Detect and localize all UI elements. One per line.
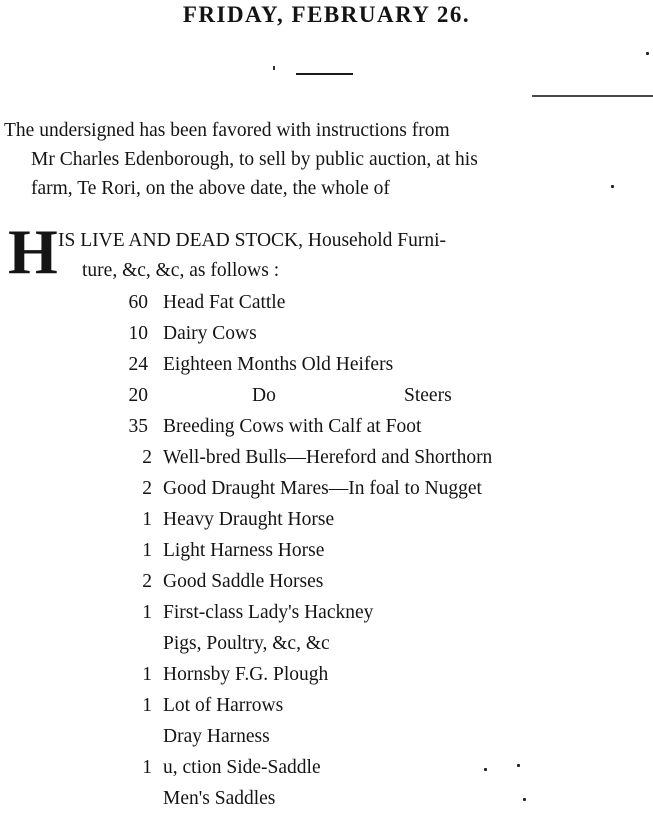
print-speck: [484, 768, 487, 771]
item-quantity: 60: [128, 292, 148, 313]
item-quantity: 1: [142, 757, 152, 778]
intro-line: farm, Te Rori, on the above date, the whole of: [31, 178, 390, 199]
intro-line: Mr Charles Edenborough, to sell by public auction, at his: [31, 149, 478, 170]
item-quantity: 24: [128, 354, 148, 375]
item-quantity: 35: [128, 416, 148, 437]
intro-paragraph: [0, 116, 653, 203]
item-description: Men's Saddles: [163, 788, 276, 809]
item-quantity: 2: [142, 478, 152, 499]
item-description: Breeding Cows with Calf at Foot: [163, 416, 422, 437]
right-rule-divider: [532, 95, 653, 97]
item-description: Hornsby F.G. Plough: [163, 664, 329, 685]
item-description: First-class Lady's Hackney: [163, 602, 374, 623]
center-rule-divider: [296, 73, 353, 75]
drop-cap-letter: H: [8, 216, 58, 287]
item-description: Dairy Cows: [163, 323, 257, 344]
item-description: Well-bred Bulls—Hereford and Shorthorn: [163, 447, 493, 468]
item-description: Pigs, Poultry, &c, &c: [163, 633, 330, 654]
lead-line: ture, &c, &c, as follows :: [82, 260, 280, 281]
item-description: Steers: [404, 385, 452, 406]
item-description: Good Draught Mares—In foal to Nugget: [163, 478, 482, 499]
item-description: Dray Harness: [163, 726, 270, 747]
item-description: Lot of Harrows: [163, 695, 284, 716]
sale-date-heading: FRIDAY, FEBRUARY 26.: [182, 2, 471, 27]
print-speck: [517, 764, 520, 767]
item-quantity: 1: [142, 695, 152, 716]
item-description: Head Fat Cattle: [163, 292, 286, 313]
intro-line: The undersigned has been favored with instructions from: [4, 120, 450, 141]
item-quantity: 1: [142, 509, 152, 530]
item-quantity: 1: [142, 540, 152, 561]
ditto-mark: Do: [252, 385, 276, 406]
item-description: Heavy Draught Horse: [163, 509, 335, 530]
print-speck: [523, 798, 526, 801]
item-description: Eighteen Months Old Heifers: [163, 354, 394, 375]
item-quantity: 1: [142, 664, 152, 685]
lead-line: IS LIVE AND DEAD STOCK, Household Furni-: [58, 230, 447, 251]
print-speck: [273, 66, 275, 70]
item-quantity: 1: [142, 602, 152, 623]
print-speck: [611, 185, 614, 188]
item-quantity: 2: [142, 447, 152, 468]
print-speck: [646, 52, 649, 55]
item-quantity: 10: [128, 323, 148, 344]
item-quantity: 2: [142, 571, 152, 592]
lead-paragraph: [58, 226, 446, 286]
item-quantity: 20: [128, 385, 148, 406]
item-description: u, ction Side-Saddle: [163, 757, 321, 778]
item-description: Good Saddle Horses: [163, 571, 324, 592]
item-description: Light Harness Horse: [163, 540, 325, 561]
